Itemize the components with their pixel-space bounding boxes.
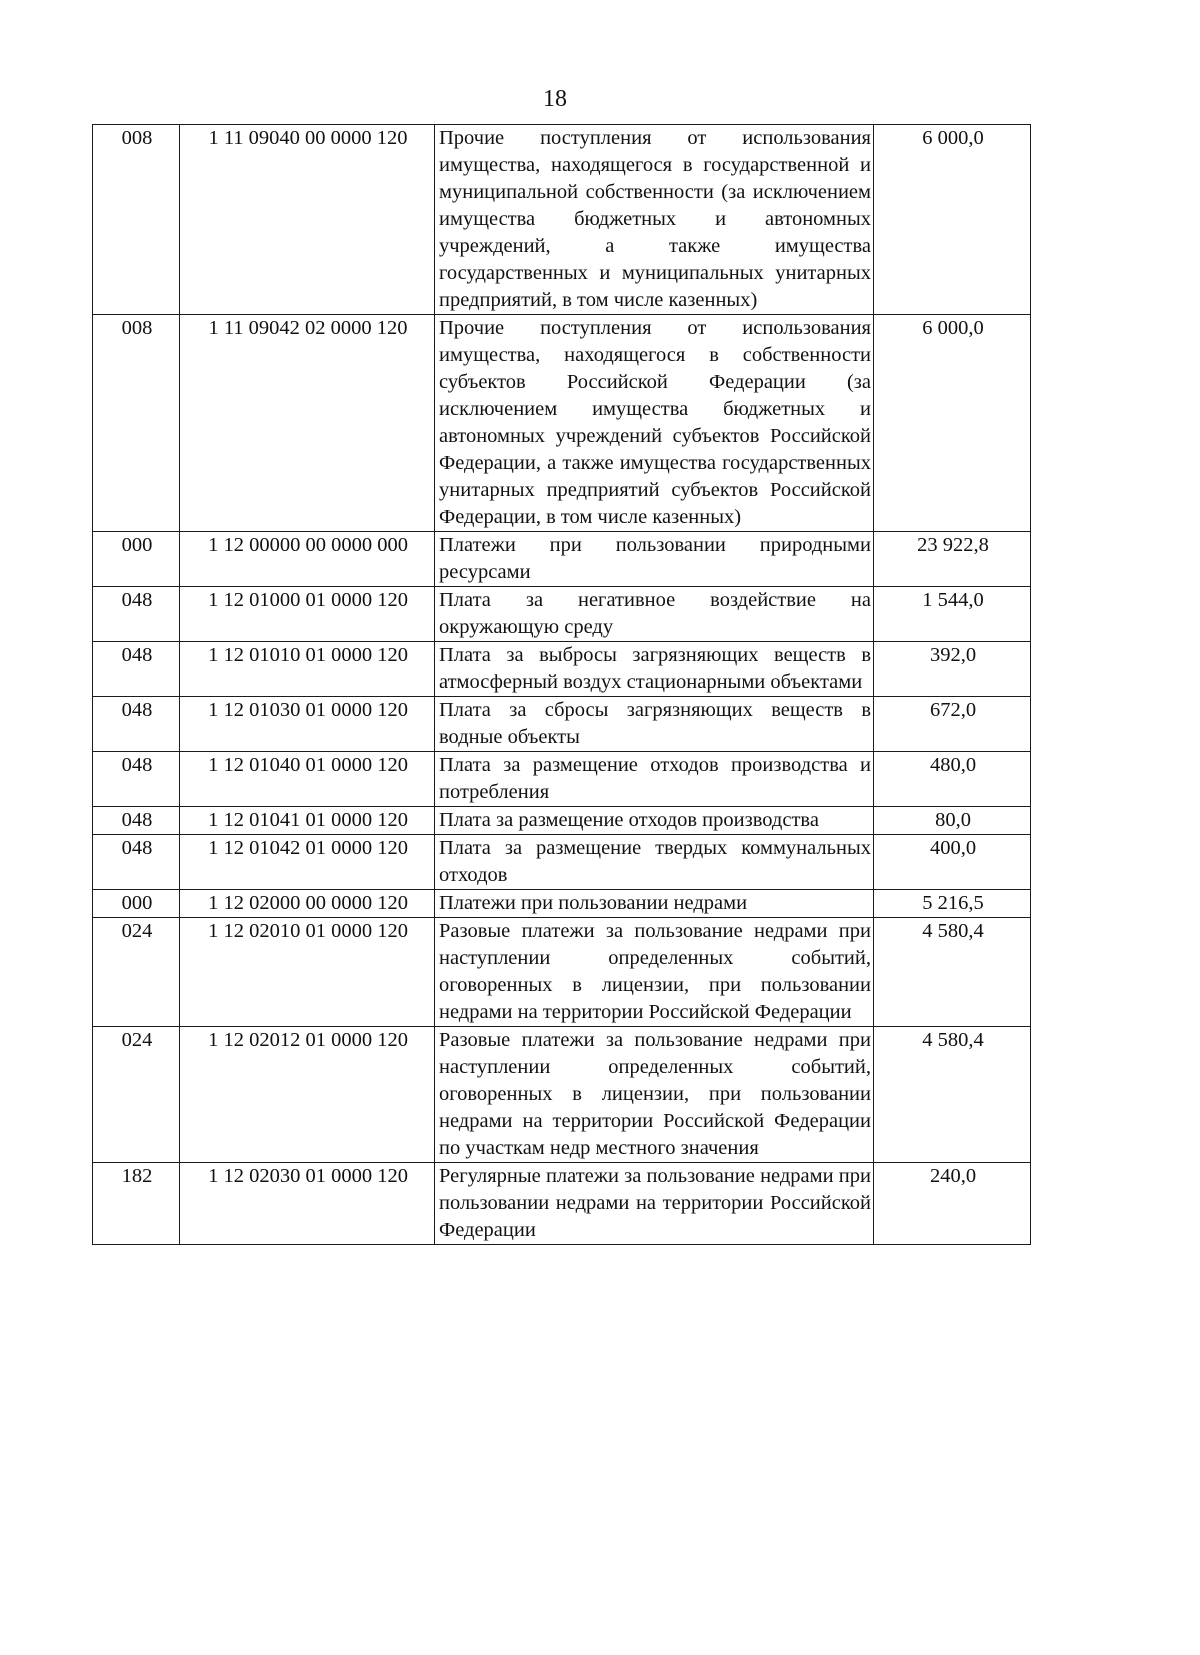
revenue-name-cell: Прочие поступления от использования имущества, находящегося в государственной и муниципальной собственности (за исключением имущества бюджетных и автономных учреждений, а также имущества государственных и муниципальных унитарных предприятий, в том числе казенных) [435,125,874,315]
table-row [93,1027,1031,1163]
budget-code-cell: 1 12 01010 01 0000 120 [180,642,435,697]
amount-cell: 5 216,5 [874,890,1031,918]
amount-cell: 672,0 [874,697,1031,752]
budget-code-cell: 1 12 02030 01 0000 120 [180,1163,435,1245]
revenue-name-cell: Плата за выбросы загрязняющих веществ в атмосферный воздух стационарными объектами [435,642,874,697]
admin-code-cell: 182 [93,1163,180,1245]
table-row [93,125,1031,315]
budget-code-cell: 1 12 01030 01 0000 120 [180,697,435,752]
table-row [93,587,1031,642]
amount-cell: 4 580,4 [874,1027,1031,1163]
budget-code-cell: 1 12 02000 00 0000 120 [180,890,435,918]
table-row [93,697,1031,752]
amount-cell: 4 580,4 [874,918,1031,1027]
table-row [93,315,1031,532]
amount-cell: 240,0 [874,1163,1031,1245]
amount-cell: 400,0 [874,835,1031,890]
table-row [93,918,1031,1027]
revenue-name-cell: Плата за негативное воздействие на окружающую среду [435,587,874,642]
revenue-name-cell: Плата за размещение отходов производства и потребления [435,752,874,807]
admin-code-cell: 008 [93,125,180,315]
budget-code-cell: 1 11 09040 00 0000 120 [180,125,435,315]
amount-cell: 392,0 [874,642,1031,697]
budget-code-cell: 1 12 00000 00 0000 000 [180,532,435,587]
budget-code-cell: 1 12 01040 01 0000 120 [180,752,435,807]
budget-code-cell: 1 12 01042 01 0000 120 [180,835,435,890]
amount-cell: 6 000,0 [874,315,1031,532]
amount-cell: 1 544,0 [874,587,1031,642]
admin-code-cell: 048 [93,697,180,752]
page-number: 18 [543,86,567,112]
table-row [93,807,1031,835]
revenue-table-body [93,125,1031,1245]
amount-cell: 480,0 [874,752,1031,807]
revenue-name-cell: Платежи при пользовании недрами [435,890,874,918]
revenue-name-cell: Плата за размещение твердых коммунальных отходов [435,835,874,890]
revenue-name-cell: Регулярные платежи за пользование недрами при пользовании недрами на территории Российской Федерации [435,1163,874,1245]
admin-code-cell: 048 [93,642,180,697]
admin-code-cell: 024 [93,918,180,1027]
amount-cell: 23 922,8 [874,532,1031,587]
budget-code-cell: 1 12 02012 01 0000 120 [180,1027,435,1163]
revenue-name-cell: Прочие поступления от использования имущества, находящегося в собственности субъектов Российской Федерации (за исключением имущества бюджетных и автономных учреждений субъектов Российской Федерации, а также имущества государственных унитарных предприятий субъектов Российской Федерации, в том числе казенных) [435,315,874,532]
revenue-table [92,124,1031,1245]
budget-code-cell: 1 11 09042 02 0000 120 [180,315,435,532]
table-row [93,1163,1031,1245]
budget-code-cell: 1 12 02010 01 0000 120 [180,918,435,1027]
admin-code-cell: 048 [93,807,180,835]
admin-code-cell: 008 [93,315,180,532]
revenue-name-cell: Плата за размещение отходов производства [435,807,874,835]
table-row [93,642,1031,697]
admin-code-cell: 048 [93,835,180,890]
amount-cell: 6 000,0 [874,125,1031,315]
admin-code-cell: 000 [93,890,180,918]
budget-code-cell: 1 12 01000 01 0000 120 [180,587,435,642]
table-row [93,835,1031,890]
revenue-name-cell: Разовые платежи за пользование недрами при наступлении определенных событий, оговоренных в лицензии, при пользовании недрами на территории Российской Федерации по участкам недр местного значения [435,1027,874,1163]
table-row [93,532,1031,587]
revenue-name-cell: Плата за сбросы загрязняющих веществ в водные объекты [435,697,874,752]
table-row [93,752,1031,807]
amount-cell: 80,0 [874,807,1031,835]
admin-code-cell: 048 [93,587,180,642]
admin-code-cell: 024 [93,1027,180,1163]
table-row [93,890,1031,918]
admin-code-cell: 048 [93,752,180,807]
revenue-name-cell: Разовые платежи за пользование недрами при наступлении определенных событий, оговоренных в лицензии, при пользовании недрами на территории Российской Федерации [435,918,874,1027]
revenue-name-cell: Платежи при пользовании природными ресурсами [435,532,874,587]
budget-code-cell: 1 12 01041 01 0000 120 [180,807,435,835]
admin-code-cell: 000 [93,532,180,587]
